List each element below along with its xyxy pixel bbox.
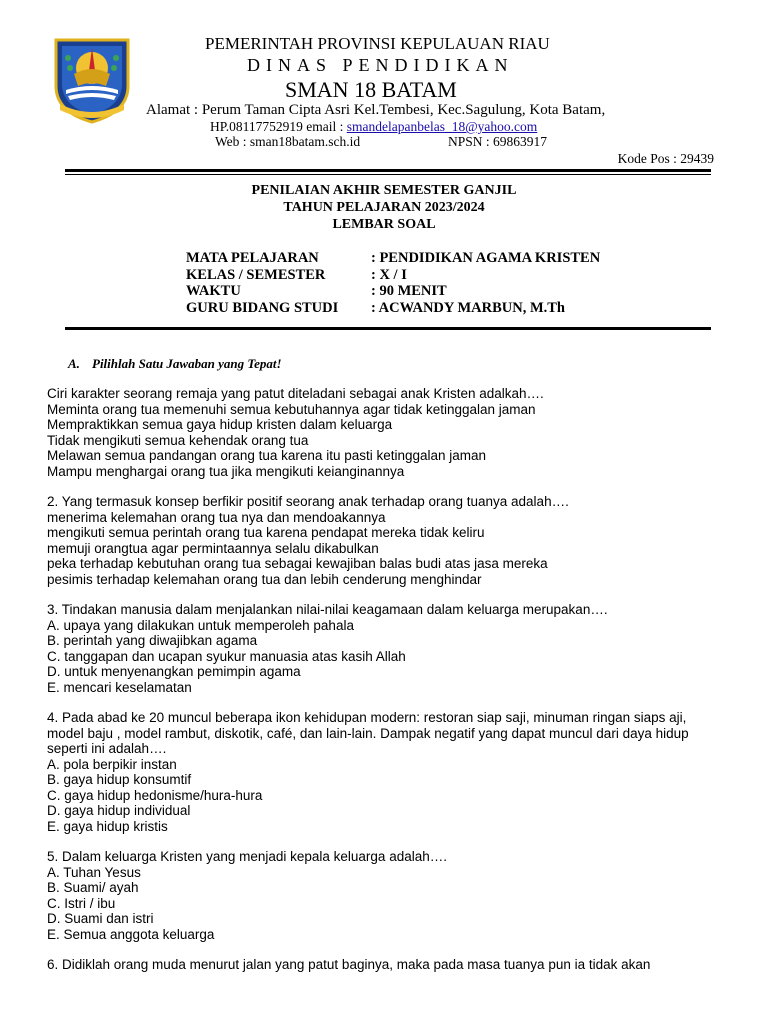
question-stem: 2. Yang termasuk konsep berfikir positif seorang anak terhadap orang tuanya adalah…. (47, 494, 569, 509)
section-heading (68, 356, 282, 372)
header-school-name: SMAN 18 BATAM (285, 77, 457, 102)
question-6 (47, 957, 737, 973)
header-divider-thin (65, 174, 711, 175)
question-stem-line: seperti ini adalah…. (47, 741, 167, 756)
info-value: : PENDIDIKAN AGAMA KRISTEN (371, 250, 601, 266)
exam-title-block (0, 182, 768, 233)
answer-option[interactable]: E. gaya hidup kristis (47, 818, 168, 834)
answer-option[interactable]: E. Semua anggota keluarga (47, 926, 215, 942)
question-stem-line: model baju , model rambut, diskotik, café, dan lain-lain. Dampak negatif yang dapat muncul dari daya hidup (47, 725, 689, 741)
question-stem: Ciri karakter seorang remaja yang patut diteladani sebagai anak Kristen adalkah…. (47, 386, 544, 401)
answer-option[interactable]: B. perintah yang diwajibkan agama (47, 633, 258, 648)
exam-info (186, 250, 600, 316)
info-key: MATA PELAJARAN (186, 250, 319, 266)
answer-option[interactable]: D. Suami dan istri (47, 911, 154, 926)
question-3 (47, 602, 737, 695)
header-npsn: NPSN : 69863917 (448, 134, 548, 149)
answer-option[interactable]: A. Tuhan Yesus (47, 864, 141, 880)
answer-option[interactable]: Mampu menghargai orang tua jika mengikuti keianginannya (47, 463, 405, 479)
answer-option[interactable]: Meminta orang tua memenuhi semua kebutuhannya agar tidak ketinggalan jaman (47, 401, 536, 417)
header-web: Web : sman18batam.sch.id (215, 134, 361, 149)
answer-option[interactable]: C. Istri / ibu (47, 895, 116, 911)
question-stem-line: 4. Pada abad ke 20 muncul beberapa ikon kehidupan modern: restoran siap saji, minuman ringan siaps aji, (47, 710, 687, 725)
header-contact (210, 119, 537, 135)
question-4 (47, 710, 737, 834)
answer-option[interactable]: Mempraktikkan semua gaya hidup kristen dalam keluarga (47, 417, 393, 432)
header-email-link[interactable]: smandelapanbelas_18@yahoo.com (346, 119, 538, 134)
section-instruction: Pilihlah Satu Jawaban yang Tepat! (92, 356, 282, 371)
answer-option[interactable]: C. gaya hidup hedonisme/hura-hura (47, 787, 263, 803)
question-list (47, 386, 737, 988)
answer-option[interactable]: pesimis terhadap kelemahan orang tua dan lebih cenderung menghindar (47, 571, 482, 587)
question-5 (47, 849, 737, 942)
header-postal-code: Kode Pos : 29439 (617, 151, 714, 166)
answer-option[interactable]: mengikuti semua perintah orang tua karena pendapat mereka tidak keliru (47, 525, 485, 540)
exam-year: TAHUN PELAJARAN 2023/2024 (283, 200, 485, 215)
answer-option[interactable]: C. tanggapan dan ucapan syukur manuasia atas kasih Allah (47, 648, 406, 664)
answer-option[interactable]: B. Suami/ ayah (47, 880, 139, 895)
answer-option[interactable]: Tidak mengikuti semua kehendak orang tua (47, 432, 309, 448)
exam-sheet-label: LEMBAR SOAL (332, 217, 436, 232)
header-agency: DINAS PENDIDIKAN (247, 55, 514, 75)
answer-option[interactable]: A. upaya yang dilakukan untuk memperoleh pahala (47, 617, 354, 633)
answer-option[interactable]: D. gaya hidup individual (47, 803, 191, 818)
question-2 (47, 494, 737, 587)
info-key: KELAS / SEMESTER (186, 266, 326, 283)
header-divider (65, 169, 711, 172)
info-row (186, 267, 600, 284)
header-government: PEMERINTAH PROVINSI KEPULAUAN RIAU (205, 34, 550, 53)
answer-option[interactable]: Melawan semua pandangan orang tua karena itu pasti ketinggalan jaman (47, 448, 487, 463)
info-divider (65, 327, 711, 330)
answer-option[interactable]: E. mencari keselamatan (47, 679, 192, 695)
exam-title: PENILAIAN AKHIR SEMESTER GANJIL (251, 183, 517, 198)
answer-option[interactable]: D. untuk menyenangkan pemimpin agama (47, 664, 301, 679)
answer-option[interactable]: A. pola berpikir instan (47, 756, 177, 772)
header-address: Alamat : Perum Taman Cipta Asri Kel.Tembesi, Kec.Sagulung, Kota Batam, (146, 102, 606, 118)
question-1 (47, 386, 737, 479)
provincial-logo-icon (52, 34, 132, 124)
question-stem: 6. Didiklah orang muda menurut jalan yang patut baginya, maka pada masa tuanya pun ia tidak akan (47, 957, 651, 972)
header-phone: HP.08117752919 email : (210, 119, 347, 134)
info-value: : ACWANDY MARBUN, M.Th (371, 299, 566, 316)
info-row (186, 283, 600, 300)
question-stem: 3. Tindakan manusia dalam menjalankan nilai-nilai keagamaan dalam keluarga merupakan…. (47, 602, 608, 617)
info-value: : 90 MENIT (371, 283, 447, 299)
section-label: A. (68, 356, 80, 371)
info-value: : X / I (371, 266, 407, 283)
info-key: WAKTU (186, 283, 241, 299)
answer-option[interactable]: peka terhadap kebutuhan orang tua sebagai kewajiban balas budi atas jasa mereka (47, 556, 548, 571)
info-row (186, 300, 600, 317)
info-row (186, 250, 600, 267)
info-key: GURU BIDANG STUDI (186, 299, 339, 316)
answer-option[interactable]: memuji orangtua agar permintaannya selalu dikabulkan (47, 540, 379, 556)
answer-option[interactable]: B. gaya hidup konsumtif (47, 772, 192, 787)
question-stem: 5. Dalam keluarga Kristen yang menjadi kepala keluarga adalah…. (47, 849, 447, 864)
answer-option[interactable]: menerima kelemahan orang tua nya dan mendoakannya (47, 509, 386, 525)
